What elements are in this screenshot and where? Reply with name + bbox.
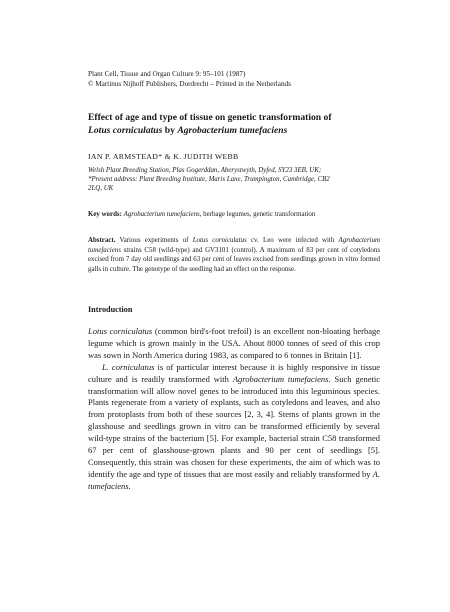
abstract-species: Lotus corniculatus [192,237,247,244]
abstract-text-2: cv. Leo were infected with [246,237,339,244]
introduction-heading: Introduction [88,305,133,314]
abstract-agent: Agrobacterium tumefaciens [88,237,381,254]
p1-text: (common bird's-foot trefoil) is an excellent non-bloating herbage legume which is grown mainly in the USA. About 8000 tonnes of seed of this crop was sown in North America during 1983, as compared to 6 tonnes in Britain [1]. [88,326,380,360]
affiliation-line-2: *Present address: Plant Breeding Institute, Maris Lane, Trumpington, Cambridge, CB2 [88,176,330,184]
intro-paragraph-1 [88,326,380,362]
title-part1: Effect of age and type of tissue on genetic transformation of [88,112,332,123]
p2-agent-abbrev: A. tumefaciens. [88,468,380,491]
affiliation [88,166,380,194]
abstract-label: Abstract. [88,237,116,244]
affiliation-line-1: Welsh Plant Breeding Station, Plas Gogerddan, Aberystwyth, Dyfed, SY23 3EB, UK; [88,167,322,174]
title-species: Lotus corniculatus [88,124,163,136]
keyword-agrobacterium: Agrobacterium tumefaciens [123,211,200,218]
keywords [88,210,380,219]
title-agent: Agrobacterium tumefaciens [177,124,288,136]
keywords-label: Key words: [88,211,122,218]
abstract [88,236,380,274]
p2-text-2: Such genetic transformation will allow novel genes to be introduced into this leguminous species. Plants regenerate from a variety of explants, such as cotyledons and leaves, and also from protoplasts from both of these sources [2, 3, 4]. Stems of plants grown in the glasshouse and seedlings grown in vitro can be transformed efficiently by several wild-type strains of the bacterium [5]. For example, bacterial strain C58 transformed 67 per cent of glasshouse-grown plants and 90 per cent of seedlings [5]. Consequently, this strain was chosen for these experiments, the aim of which was to identify the age and type of tissues that are most easily and reliably transformed by [88,373,380,479]
abstract-text-3: strains C58 (wild-type) and GV3101 (control). A maximum of 83 per cent of cotyledons excised from 7 day old seedlings and 63 per cent of leaves excised from seedlings grown in vitro formed galls in culture. The genotype of the seedling had an effect on the response. [88,246,380,273]
p2-species: L. corniculatus [102,361,155,372]
publisher-line: © Martinus Nijhoff Publishers, Dordrecht – Printed in the Netherlands [88,79,291,88]
keywords-rest: , herbage legumes, genetic transformation [199,211,316,218]
abstract-text-1: Various experiments of [115,237,193,244]
title-by: by [162,124,178,136]
p2-agent: Agrobacterium tumefaciens. [232,373,331,384]
p2-text-1: is of particular interest because it is highly responsive in tissue culture and is readily transformed with [88,361,380,384]
affiliation-line-3: 2LQ, UK [88,185,114,193]
p1-species: Lotus corniculatus [88,326,153,336]
authors: IAN P. ARMSTEAD* & K. JUDITH WEBB [88,152,239,161]
article-title [88,112,380,137]
journal-header [88,70,380,89]
journal-citation: Plant Cell, Tissue and Organ Culture 9: 95–101 (1987) [88,70,246,78]
introduction-body [88,326,380,493]
intro-paragraph-2 [88,362,380,493]
